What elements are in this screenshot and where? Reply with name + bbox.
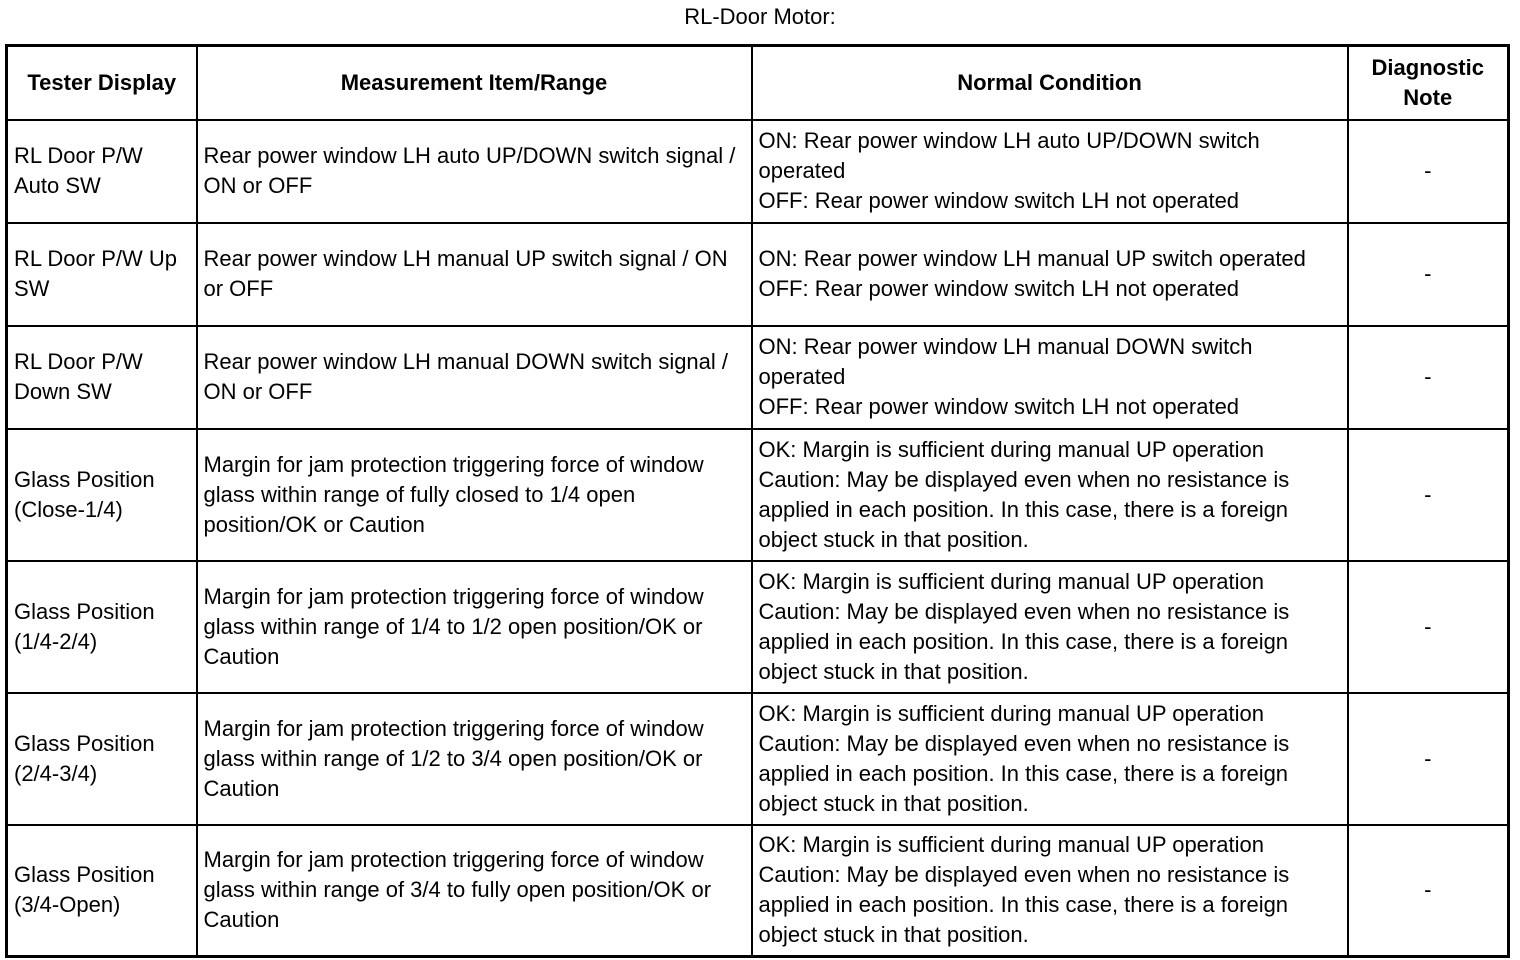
cell-diagnostic-note: - xyxy=(1348,223,1509,326)
cell-measurement: Rear power window LH auto UP/DOWN switch signal / ON or OFF xyxy=(197,120,752,223)
table-row xyxy=(7,693,1509,825)
cell-measurement: Margin for jam protection triggering force of window glass within range of 1/2 to 3/4 open position/OK or Caution xyxy=(197,693,752,825)
cell-tester-display: Glass Position (3/4-Open) xyxy=(7,825,197,957)
cell-diagnostic-note: - xyxy=(1348,120,1509,223)
cell-diagnostic-note: - xyxy=(1348,326,1509,429)
cell-tester-display: Glass Position (Close-1/4) xyxy=(7,429,197,561)
cell-tester-display: RL Door P/W Up SW xyxy=(7,223,197,326)
cell-diagnostic-note: - xyxy=(1348,693,1509,825)
cell-normal-condition: ON: Rear power window LH auto UP/DOWN switch operated OFF: Rear power window switch LH not operated xyxy=(752,120,1348,223)
cell-tester-display: Glass Position (2/4-3/4) xyxy=(7,693,197,825)
cell-measurement: Margin for jam protection triggering force of window glass within range of 3/4 to fully open position/OK or Caution xyxy=(197,825,752,957)
header-row xyxy=(7,46,1509,120)
cell-measurement: Margin for jam protection triggering force of window glass within range of 1/4 to 1/2 open position/OK or Caution xyxy=(197,561,752,693)
cell-normal-condition: OK: Margin is sufficient during manual UP operation Caution: May be displayed even when no resistance is applied in each position. In this case, there is a foreign object stuck in that position. xyxy=(752,693,1348,825)
table-row xyxy=(7,223,1509,326)
cell-diagnostic-note: - xyxy=(1348,825,1509,957)
table-row xyxy=(7,825,1509,957)
cell-normal-condition: OK: Margin is sufficient during manual UP operation Caution: May be displayed even when no resistance is applied in each position. In this case, there is a foreign object stuck in that position. xyxy=(752,561,1348,693)
cell-diagnostic-note: - xyxy=(1348,429,1509,561)
cell-tester-display: RL Door P/W Down SW xyxy=(7,326,197,429)
cell-normal-condition: OK: Margin is sufficient during manual UP operation Caution: May be displayed even when no resistance is applied in each position. In this case, there is a foreign object stuck in that position. xyxy=(752,825,1348,957)
cell-diagnostic-note: - xyxy=(1348,561,1509,693)
cell-measurement: Rear power window LH manual UP switch signal / ON or OFF xyxy=(197,223,752,326)
table-row xyxy=(7,326,1509,429)
table-row xyxy=(7,429,1509,561)
cell-measurement: Margin for jam protection triggering force of window glass within range of fully closed to 1/4 open position/OK or Caution xyxy=(197,429,752,561)
cell-normal-condition: ON: Rear power window LH manual UP switch operated OFF: Rear power window switch LH not operated xyxy=(752,223,1348,326)
cell-tester-display: Glass Position (1/4-2/4) xyxy=(7,561,197,693)
cell-normal-condition: OK: Margin is sufficient during manual UP operation Caution: May be displayed even when no resistance is applied in each position. In this case, there is a foreign object stuck in that position. xyxy=(752,429,1348,561)
header-normal-condition: Normal Condition xyxy=(752,46,1348,120)
data-table xyxy=(5,44,1510,958)
table-row xyxy=(7,561,1509,693)
table-row xyxy=(7,120,1509,223)
cell-tester-display: RL Door P/W Auto SW xyxy=(7,120,197,223)
header-measurement: Measurement Item/Range xyxy=(197,46,752,120)
document-title: RL-Door Motor: xyxy=(684,4,836,29)
cell-normal-condition: ON: Rear power window LH manual DOWN switch operated OFF: Rear power window switch LH not operated xyxy=(752,326,1348,429)
cell-measurement: Rear power window LH manual DOWN switch signal / ON or OFF xyxy=(197,326,752,429)
header-tester-display: Tester Display xyxy=(7,46,197,120)
header-diagnostic-note: Diagnostic Note xyxy=(1348,46,1509,120)
